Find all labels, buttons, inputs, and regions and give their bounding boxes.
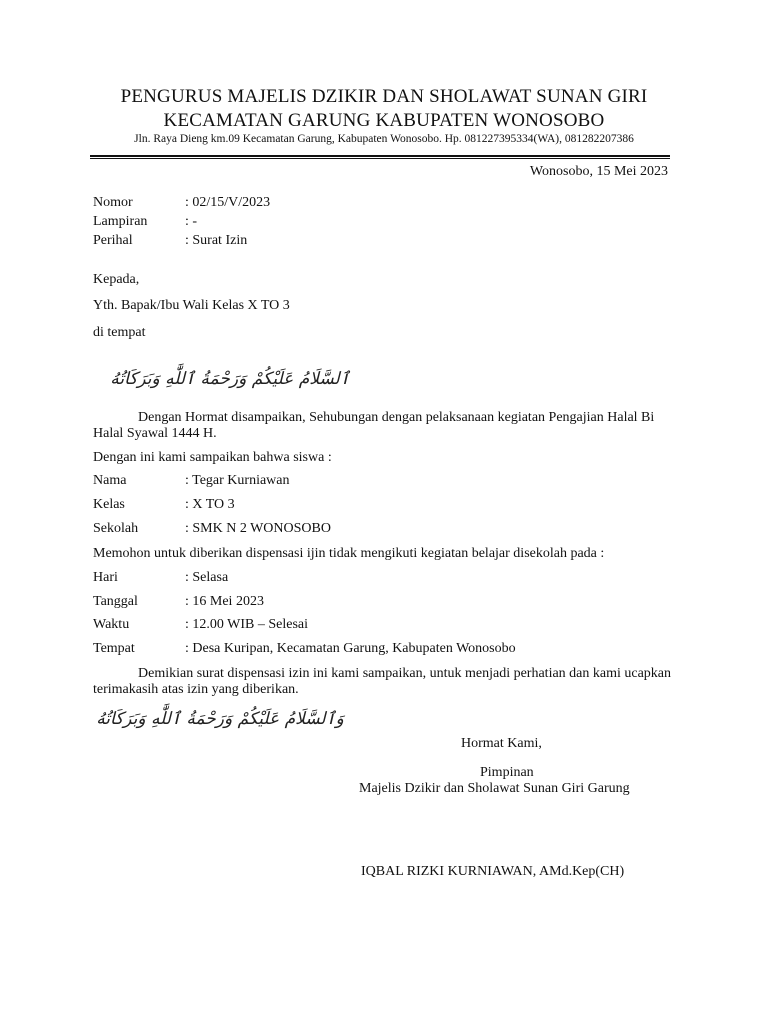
student-label-nama: Nama: [93, 473, 127, 488]
greeting-open-calligraphy: ٱلسَّلَامُ عَلَيْكُمْ وَرَحْمَةُ ٱللَّٰهِ وَبَرَكَاتُهُ: [110, 369, 350, 389]
closing-paragraph: Demikian surat dispensasi izin ini kami sampaikan, untuk menjadi perhatian dan kami ucapkan terimakasih atas izin yang diberikan.: [93, 666, 672, 697]
signature-regards: Hormat Kami,: [461, 736, 542, 751]
student-label-kelas: Kelas: [93, 497, 125, 512]
student-label-sekolah: Sekolah: [93, 521, 139, 536]
meta-label-lampiran: Lampiran: [93, 214, 148, 229]
body-paragraph-2: Dengan ini kami sampaikan bahwa siswa :: [93, 450, 332, 465]
student-value-nama: : Tegar Kurniawan: [185, 473, 290, 488]
letterhead-title: PENGURUS MAJELIS DZIKIR DAN SHOLAWAT SUNAN GIRI: [120, 86, 648, 107]
signature-role: Pimpinan: [480, 765, 534, 780]
letterhead-address: Jln. Raya Dieng km.09 Kecamatan Garung, Kabupaten Wonosobo. Hp. 081227395334(WA), 081282207386: [134, 133, 634, 145]
meta-value-lampiran: : -: [185, 214, 198, 229]
recipient-name: Yth. Bapak/Ibu Wali Kelas X TO 3: [93, 298, 290, 313]
schedule-label-tempat: Tempat: [93, 641, 135, 656]
body-paragraph-3: Memohon untuk diberikan dispensasi ijin tidak mengikuti kegiatan belajar disekolah pada :: [93, 546, 605, 561]
recipient-place: di tempat: [93, 325, 146, 340]
schedule-value-hari: : Selasa: [185, 570, 229, 585]
letterhead-rule-thick: [90, 155, 670, 157]
letterhead-subtitle: KECAMATAN GARUNG KABUPATEN WONOSOBO: [163, 110, 605, 131]
schedule-value-tempat: : Desa Kuripan, Kecamatan Garung, Kabupaten Wonosobo: [185, 641, 516, 656]
schedule-label-hari: Hari: [93, 570, 118, 585]
student-value-kelas: : X TO 3: [185, 497, 235, 512]
schedule-label-tanggal: Tanggal: [93, 594, 138, 609]
recipient-to: Kepada,: [93, 272, 140, 287]
meta-label-perihal: Perihal: [93, 233, 133, 248]
body-paragraph-1: Dengan Hormat disampaikan, Sehubungan dengan pelaksanaan kegiatan Pengajian Halal Bi Halal Syawal 1444 H.: [93, 410, 655, 441]
meta-value-nomor: : 02/15/V/2023: [185, 195, 271, 210]
schedule-label-waktu: Waktu: [93, 617, 130, 632]
greeting-close-calligraphy: وَٱلسَّلَامُ عَلَيْكُمْ وَرَحْمَةُ ٱللَّٰهِ وَبَرَكَاتُهُ: [96, 709, 344, 729]
meta-value-perihal: : Surat Izin: [185, 233, 248, 248]
letter-date: Wonosobo, 15 Mei 2023: [529, 164, 668, 179]
student-value-sekolah: : SMK N 2 WONOSOBO: [185, 521, 331, 536]
schedule-value-tanggal: : 16 Mei 2023: [185, 594, 264, 609]
letterhead-rule-thin: [90, 158, 670, 159]
signature-name: IQBAL RIZKI KURNIAWAN, AMd.Kep(CH): [361, 864, 625, 879]
signature-org: Majelis Dzikir dan Sholawat Sunan Giri Garung: [359, 781, 630, 796]
meta-label-nomor: Nomor: [93, 195, 133, 210]
schedule-value-waktu: : 12.00 WIB – Selesai: [185, 617, 309, 632]
